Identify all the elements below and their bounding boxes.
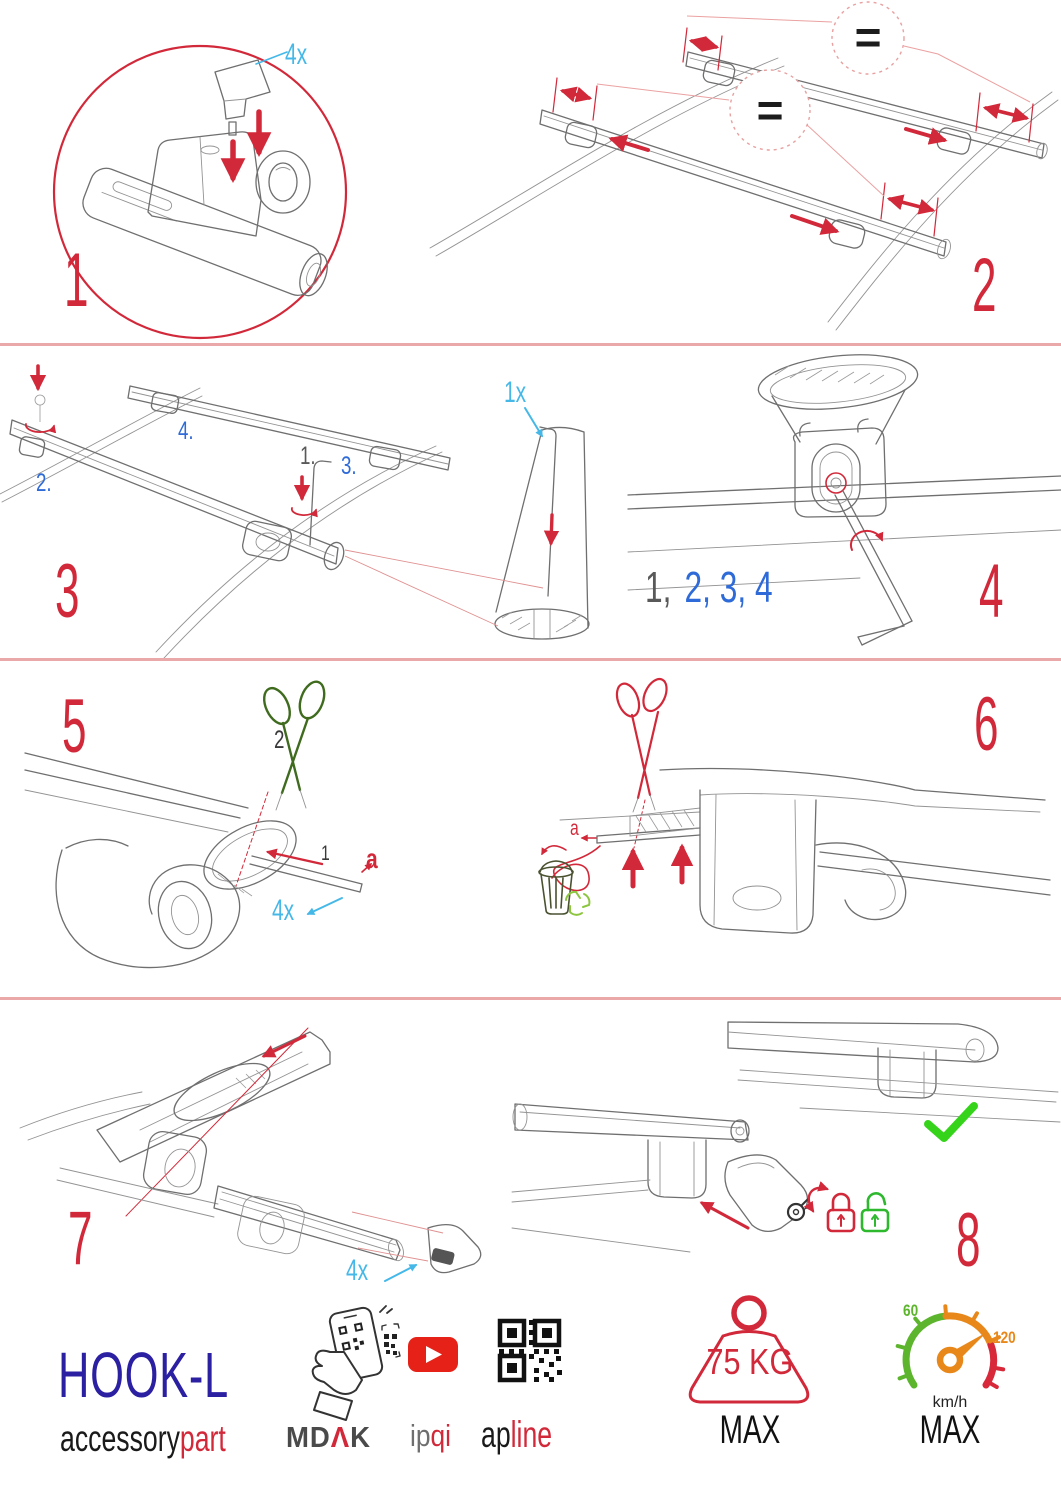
step1-qty-label: 4x <box>285 38 308 71</box>
step3-part1-label: 1. <box>300 442 316 470</box>
apline-prefix: ap <box>481 1414 511 1455</box>
speed-unit-label: km/h <box>932 1394 968 1411</box>
youtube-icon <box>408 1337 458 1372</box>
speed-max-label: MAX <box>919 1408 981 1452</box>
step7-qty-label: 4x <box>346 1254 369 1287</box>
step5-step6-illustration <box>0 660 1061 997</box>
svg-text:=: = <box>854 11 882 63</box>
rack-foot <box>141 1129 208 1196</box>
bar-tube-cutaway <box>495 427 589 639</box>
apline-suffix: line <box>510 1414 553 1455</box>
step8-finished-assembly <box>728 1022 1060 1122</box>
step6-dim-label: a <box>570 817 579 840</box>
step7-step8-illustration <box>0 1000 1061 1310</box>
phone-qr-icon <box>313 1306 400 1420</box>
qty-arrow <box>308 898 342 914</box>
qr-code-icon <box>499 1320 562 1382</box>
scissors-icon <box>613 675 671 812</box>
step3-number: 3 <box>55 549 80 634</box>
clamp-body <box>148 132 310 236</box>
foot-body <box>794 419 886 517</box>
step4-sequence <box>645 563 773 612</box>
step1-step2-illustration <box>0 0 1061 343</box>
step2-spacing-diagram <box>430 2 1058 330</box>
step5-qty-label: 4x <box>272 894 295 927</box>
sequence-first: 1, <box>645 563 672 612</box>
rack-foot <box>648 1140 706 1198</box>
rotate-arrow <box>809 1188 827 1211</box>
qty-arrow <box>525 408 542 436</box>
ipqi-suffix: qi <box>430 1418 452 1453</box>
step5-cut-label: 2 <box>274 726 285 754</box>
brand-logo <box>60 1420 226 1457</box>
leader-lines <box>597 16 1030 196</box>
step2-number: 2 <box>972 243 997 328</box>
check-icon <box>928 1106 974 1138</box>
discard-arrow <box>542 846 566 854</box>
step8-lock-cover <box>512 1104 827 1252</box>
slide-arrow <box>264 1036 305 1056</box>
mdak-k: K <box>350 1422 371 1454</box>
foot-clamp <box>56 839 240 967</box>
equal-badge <box>730 70 810 150</box>
step3-part3-label: 3. <box>341 452 357 480</box>
step7-cover-slide <box>20 1028 330 1217</box>
step5-number: 5 <box>62 684 87 769</box>
cut-line <box>634 800 645 848</box>
ipqi-prefix: ip <box>410 1418 431 1453</box>
step1-detail-circle <box>54 46 346 338</box>
offcut-curl <box>552 846 600 890</box>
mdak-logo <box>286 1424 371 1453</box>
equal-badge <box>832 2 904 74</box>
svg-text:=: = <box>756 84 784 136</box>
trash-bin-icon <box>539 861 573 914</box>
end-cap <box>428 1225 481 1273</box>
step3-part2-label: 2. <box>36 469 52 497</box>
foot-with-claw <box>660 769 1050 933</box>
tighten-hint-top <box>26 366 54 432</box>
guide-line <box>126 1028 308 1216</box>
lock-closed-icon <box>828 1194 854 1231</box>
mdak-caret: Λ <box>330 1422 351 1454</box>
step7-number: 7 <box>68 1196 93 1281</box>
speed-high-label: 120 <box>993 1328 1016 1347</box>
sequence-rest: 2, 3, 4 <box>684 563 773 612</box>
allen-key <box>835 491 912 645</box>
ipqi-logo <box>410 1420 451 1451</box>
step3-part4-label: 4. <box>178 417 194 445</box>
step5-strip-label: 1 <box>321 842 330 865</box>
step3-qty-label: 1x <box>504 376 527 409</box>
step6-number: 6 <box>974 682 999 767</box>
weight-max-label: MAX <box>719 1408 781 1452</box>
qty-arrow <box>385 1265 416 1281</box>
step8-number: 8 <box>956 1198 981 1283</box>
step3-step4-illustration <box>0 346 1061 658</box>
step5-dim-label: a <box>366 843 378 874</box>
weight-value: 75 KG <box>706 1341 794 1382</box>
step4-number: 4 <box>979 549 1004 634</box>
product-logo: HOOK-L <box>58 1339 229 1411</box>
brand-prefix: accessory <box>60 1418 180 1459</box>
apline-logo <box>481 1416 552 1453</box>
mdak-md: MD <box>286 1422 331 1454</box>
lock-open-icon <box>862 1193 888 1231</box>
brand-suffix: part <box>179 1418 226 1459</box>
slide-arrow <box>702 1203 748 1228</box>
scissors-icon <box>259 678 329 810</box>
speed-low-label: 60 <box>903 1301 919 1320</box>
step3-frame-assembly <box>0 366 589 658</box>
lock-cover-piece <box>725 1155 811 1231</box>
step1-number: 1 <box>64 238 89 323</box>
